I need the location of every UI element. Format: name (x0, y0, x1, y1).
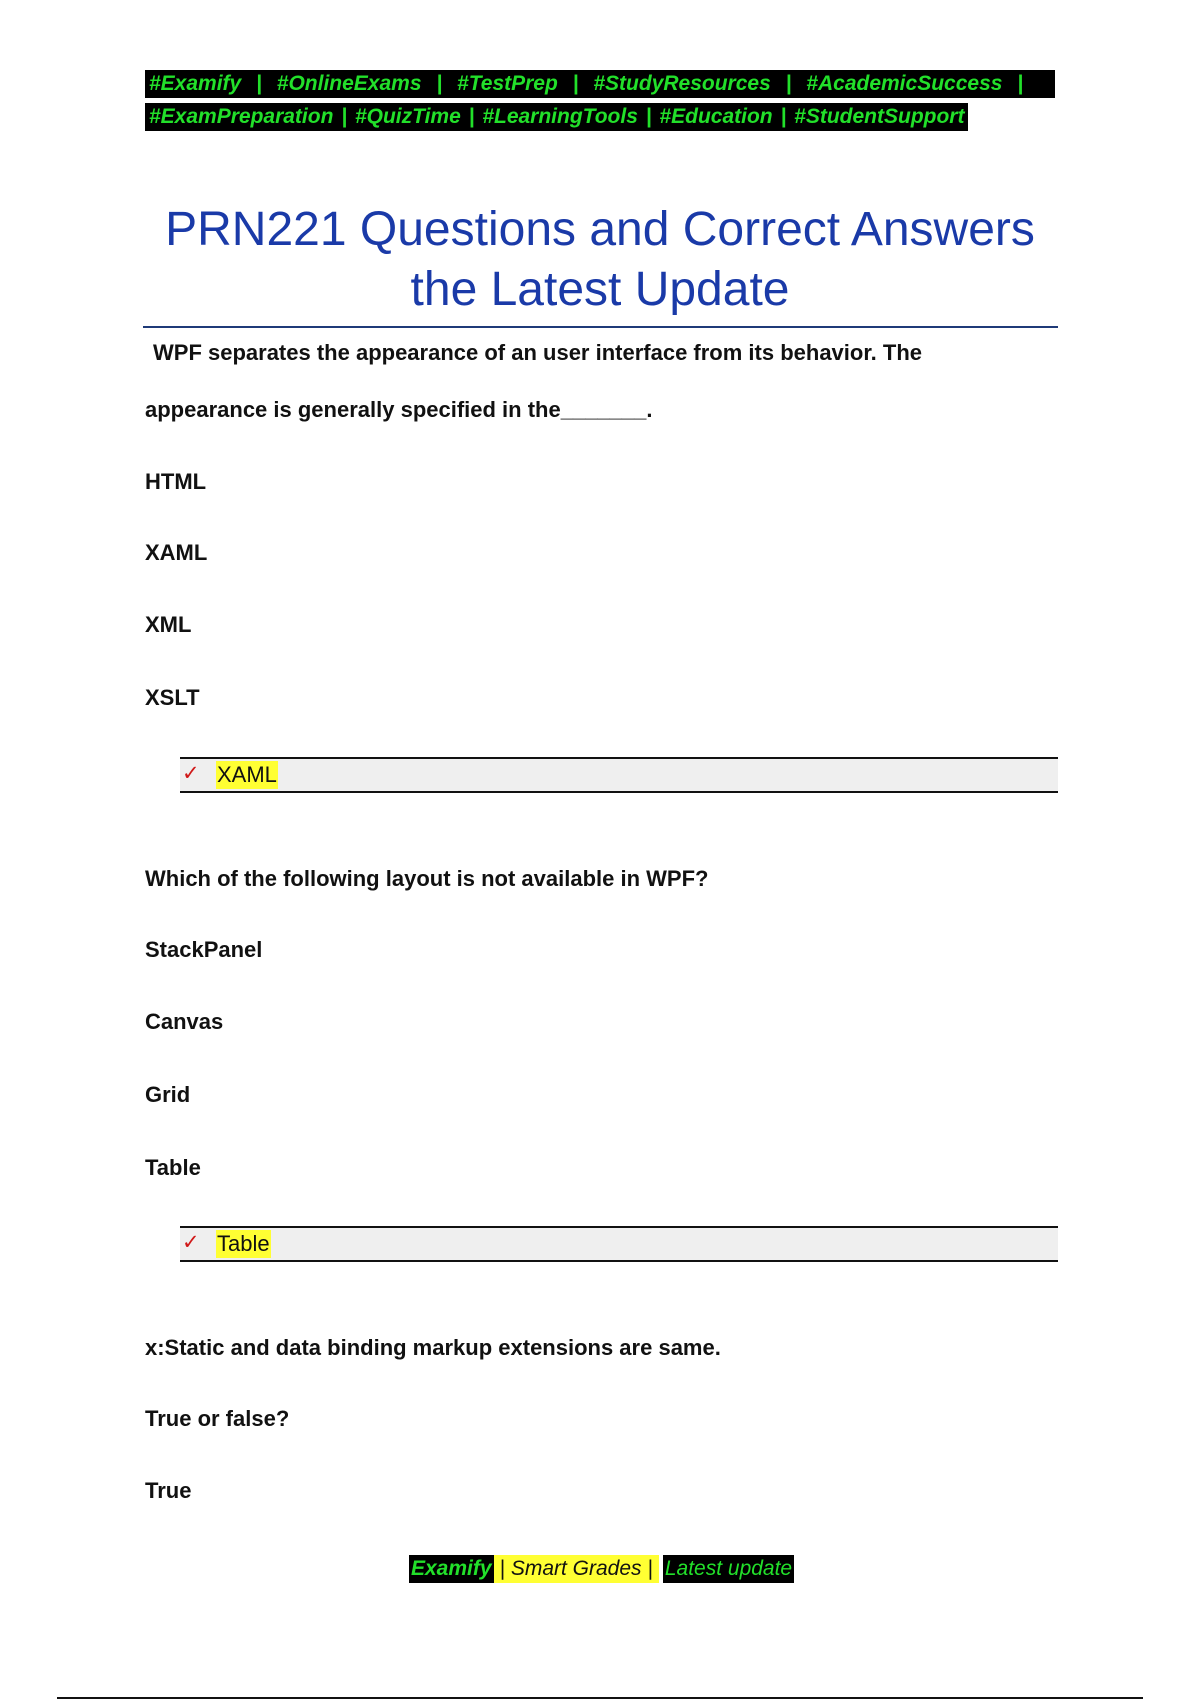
title-line-2: the Latest Update (410, 263, 790, 316)
question-2-answer-box (180, 1226, 1058, 1262)
question-1-text-line-2: appearance is generally specified in the_______. (145, 397, 653, 422)
question-2-option-4: Table (145, 1155, 201, 1180)
question-1-option-1: HTML (145, 469, 207, 494)
footer-latest-update: Latest update (663, 1555, 794, 1583)
footer-brand: Examify (409, 1555, 494, 1583)
question-2-text: Which of the following layout is not available in WPF? (145, 866, 709, 891)
question-3-text: x:Static and data binding markup extensions are same. (145, 1335, 721, 1360)
question-2-answer: Table (217, 1231, 270, 1256)
question-2-option-2: Canvas (145, 1009, 224, 1034)
document-title (145, 200, 1055, 320)
question-1-option-2: XAML (145, 540, 208, 565)
question-3-subtext: True or false? (145, 1406, 290, 1431)
title-line-1: PRN221 Questions and Correct Answers (165, 203, 1035, 256)
question-1-option-3: XML (145, 612, 192, 637)
page-bottom-divider (57, 1697, 1143, 1699)
hashtag-line-2: #ExamPreparation | #QuizTime | #LearningTools | #Education | #StudentSupport (145, 103, 968, 131)
question-2-option-3: Grid (145, 1082, 191, 1107)
check-mark-icon: ✓ (182, 1231, 200, 1254)
question-2-option-1: StackPanel (145, 937, 263, 962)
title-divider (143, 326, 1058, 328)
question-3-option-1: True (145, 1478, 192, 1503)
question-1-answer: XAML (217, 762, 277, 787)
hashtag-line-1: #Examify | #OnlineExams | #TestPrep | #StudyResources | #AcademicSuccess | (145, 70, 1055, 98)
question-1-option-4: XSLT (145, 685, 200, 710)
question-1-text-line-1: WPF separates the appearance of an user interface from its behavior. The (153, 340, 923, 365)
check-mark-icon: ✓ (182, 762, 200, 785)
footer-middle: | Smart Grades | (494, 1555, 659, 1583)
page-footer (409, 1555, 794, 1583)
question-1-answer-box (180, 757, 1058, 793)
